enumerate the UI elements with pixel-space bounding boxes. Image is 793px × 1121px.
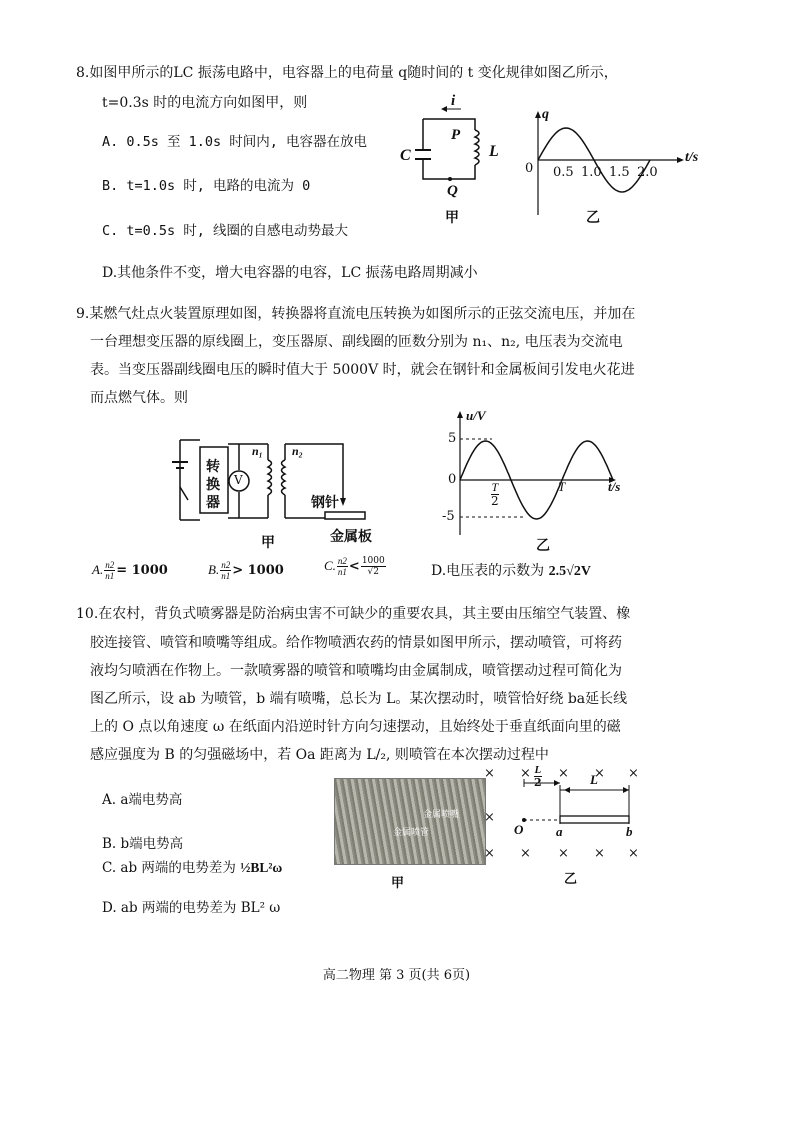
q9-stem-line1: 9.某燃气灶点火装置原理如图，转换器将直流电压转换为如图所示的正弦交流电压，并加在 [76, 306, 636, 322]
q9-chart-tick-5: 5 [448, 431, 457, 446]
q10-spray-pipe [560, 816, 629, 823]
q9-option-c-rel: < [348, 559, 360, 574]
q9-option-b [208, 560, 284, 581]
q10-photo-nozzle-label: 金属喷嘴 [423, 810, 460, 820]
q9-ut-chart [440, 405, 640, 555]
q9-option-a-value: = 1000 [116, 563, 168, 578]
q9-converter-char-2: 换 [206, 477, 220, 493]
q10-stem-line4: 图乙所示，设 ab 为喷管，b 端有喷嘴，总长为 L。某次摆动时，喷管恰好绕 ba延长线 [90, 691, 628, 707]
q9-stem-line4: 而点燃气体。则 [90, 390, 188, 406]
q9-option-d [431, 560, 591, 580]
q9-n2-label: n₂ [292, 444, 303, 458]
q10-field-mark: × [628, 766, 639, 781]
q9-option-b-value: > 1000 [232, 563, 284, 578]
q9-plate-label: 金属板 [330, 529, 372, 545]
q8-inductor-label: L [489, 143, 499, 160]
q10-stem-line5: 上的 O 点以角速度 ω 在纸面内沿逆时针方向匀速摆动，且始终处于垂直纸面向里的磁 [90, 719, 621, 735]
q9-option-b-label: B. [208, 562, 220, 577]
q8-point-q-label: Q [447, 183, 458, 199]
q9-chart-tick-neg5: -5 [442, 509, 455, 524]
q9-chart-tick-half-t-den: 2 [491, 494, 499, 508]
q8-figure-jia-caption: 甲 [445, 210, 459, 226]
q10-field-mark: × [594, 846, 605, 861]
q9-option-c-num: n2 [337, 556, 347, 566]
q10-option-c-value: ½BL²ω [240, 860, 283, 875]
q9-metal-plate [325, 512, 365, 519]
q9-option-c-label: C. [324, 558, 336, 573]
q8-stem-line1: 8.如图甲所示的LC 振荡电路中，电容器上的电荷量 q随时间的 t 变化规律如图乙所示， [76, 65, 618, 81]
q10-field-mark: × [520, 846, 531, 861]
q9-option-b-num: n2 [221, 560, 231, 570]
q9-figure-jia-caption: 甲 [261, 535, 275, 551]
q8-chart-xlabel: t/s [685, 150, 699, 165]
q9-option-d-text: D.电压表的示数为 [431, 563, 545, 579]
q10-option-b: B. b端电势高 [102, 836, 184, 852]
q10-option-c-text: C. ab 两端的电势差为 [102, 860, 236, 876]
q8-option-b: B. t=1.0s 时, 电路的电流为 0 [102, 178, 311, 194]
q8-stem-line2: t=0.3s 时的电流方向如图甲，则 [102, 95, 308, 111]
q10-magnetic-field-figure [484, 762, 654, 892]
q9-option-a-num: n2 [105, 560, 115, 570]
q10-field-mark: × [520, 766, 531, 781]
q9-stem-line2: 一台理想变压器的原线圈上，变压器原、副线圈的匝数分别为 n₁、n₂, 电压表为交流电 [90, 334, 623, 350]
q8-capacitor-label: C [400, 147, 411, 164]
q8-option-c: C. t=0.5s 时, 线圈的自感电动势最大 [102, 223, 349, 239]
q9-n1-label: n₁ [252, 444, 263, 458]
q10-option-c [102, 856, 282, 876]
q9-option-a-label: A. [92, 562, 104, 577]
q9-chart-tick-half-t-num: T [491, 480, 499, 494]
q10-stem-line3: 液均匀喷洒在作物上。一款喷雾器的喷管和喷嘴均由金属制成，喷管摆动过程可简化为 [90, 663, 622, 679]
q8-qt-chart [520, 95, 720, 235]
q9-option-a [92, 560, 168, 581]
q9-transformer-circuit-figure [165, 432, 405, 552]
q9-voltmeter-label: V [234, 473, 243, 487]
q10-point-b-label: b [626, 824, 633, 839]
q10-stem-line2: 胶连接管、喷管和喷嘴等组成。给作物喷洒农药的情景如图甲所示，摆动喷管，可将药 [90, 635, 622, 651]
q10-figure-jia-caption: 甲 [391, 876, 405, 891]
q9-option-b-den: n1 [221, 571, 231, 581]
q9-option-c-den: n1 [337, 567, 347, 577]
q9-option-c-fden: √2 [367, 567, 380, 577]
q10-stem-line1: 10.在农村，背负式喷雾器是防治病虫害不可缺少的重要农具，其主要由压缩空气装置、橡 [76, 606, 631, 622]
q8-chart-tick-1.5: 1.5 [609, 165, 630, 180]
q10-half-l-den: 2 [534, 776, 542, 789]
q9-chart-tick-origin: 0 [448, 472, 457, 487]
q8-chart-tick-0.5: 0.5 [553, 165, 574, 180]
q9-option-c-fnum: 1000 [361, 556, 385, 566]
q10-field-mark: × [628, 846, 639, 861]
q10-field-mark: × [484, 810, 495, 825]
q10-option-d: D. ab 两端的电势差为 BL² ω [102, 900, 281, 916]
q10-field-mark: × [594, 766, 605, 781]
q9-option-c [324, 556, 387, 577]
q8-chart-tick-2.0: 2.0 [637, 165, 658, 180]
q8-option-d: D.其他条件不变，增大电容器的电容，LC 振荡电路周期减小 [102, 265, 478, 281]
q8-chart-tick-0: 0 [525, 161, 534, 176]
q8-chart-ylabel: q [542, 107, 549, 122]
q9-chart-tick-half-t [491, 481, 499, 508]
q9-converter-char-1: 转 [206, 459, 220, 475]
q9-option-d-value: 2.5√2V [548, 564, 591, 579]
q10-length-l-label: L [590, 772, 598, 787]
q9-converter-char-3: 器 [206, 495, 220, 511]
q9-chart-tick-t: T [558, 479, 566, 494]
q8-chart-tick-1.0: 1.0 [581, 165, 602, 180]
q10-field-mark: × [484, 766, 495, 781]
q10-option-a: A. a端电势高 [102, 792, 183, 808]
q10-stem-line6: 感应强度为 B 的匀强磁场中，若 Oa 距离为 L/₂, 则喷管在本次摆动过程中 [90, 747, 549, 763]
q8-current-label: i [451, 93, 456, 109]
q9-stem-line3: 表。当变压器副线圈电压的瞬时值大于 5000V 时，就会在钢针和金属板间引发电火花进 [90, 362, 635, 378]
q10-half-l-label [534, 764, 542, 789]
q9-needle-label: 钢针 [311, 495, 339, 511]
q9-chart-ylabel: u/V [466, 408, 486, 423]
q10-photo-pipe-label: 金属喷管 [393, 828, 430, 838]
q9-figure-yi-caption: 乙 [536, 538, 550, 554]
q9-option-a-den: n1 [105, 571, 115, 581]
q10-field-mark: × [558, 766, 569, 781]
q10-field-mark: × [484, 846, 495, 861]
q10-field-mark: × [558, 846, 569, 861]
q10-half-l-num: L [534, 764, 542, 776]
q8-point-p-label: P [451, 127, 461, 143]
q10-figure-yi-caption: 乙 [564, 872, 578, 887]
q8-figure-yi-caption: 乙 [586, 210, 600, 226]
q9-chart-xlabel: t/s [608, 479, 621, 494]
q10-sprayer-photo [334, 778, 486, 865]
q10-point-o-label: O [514, 822, 524, 837]
page-footer: 高二物理 第 3 页(共 6页) [322, 968, 471, 983]
q8-lc-circuit-figure [395, 95, 505, 230]
q8-option-a: A. 0.5s 至 1.0s 时间内, 电容器在放电 [102, 134, 368, 150]
q10-point-a-label: a [556, 824, 563, 839]
